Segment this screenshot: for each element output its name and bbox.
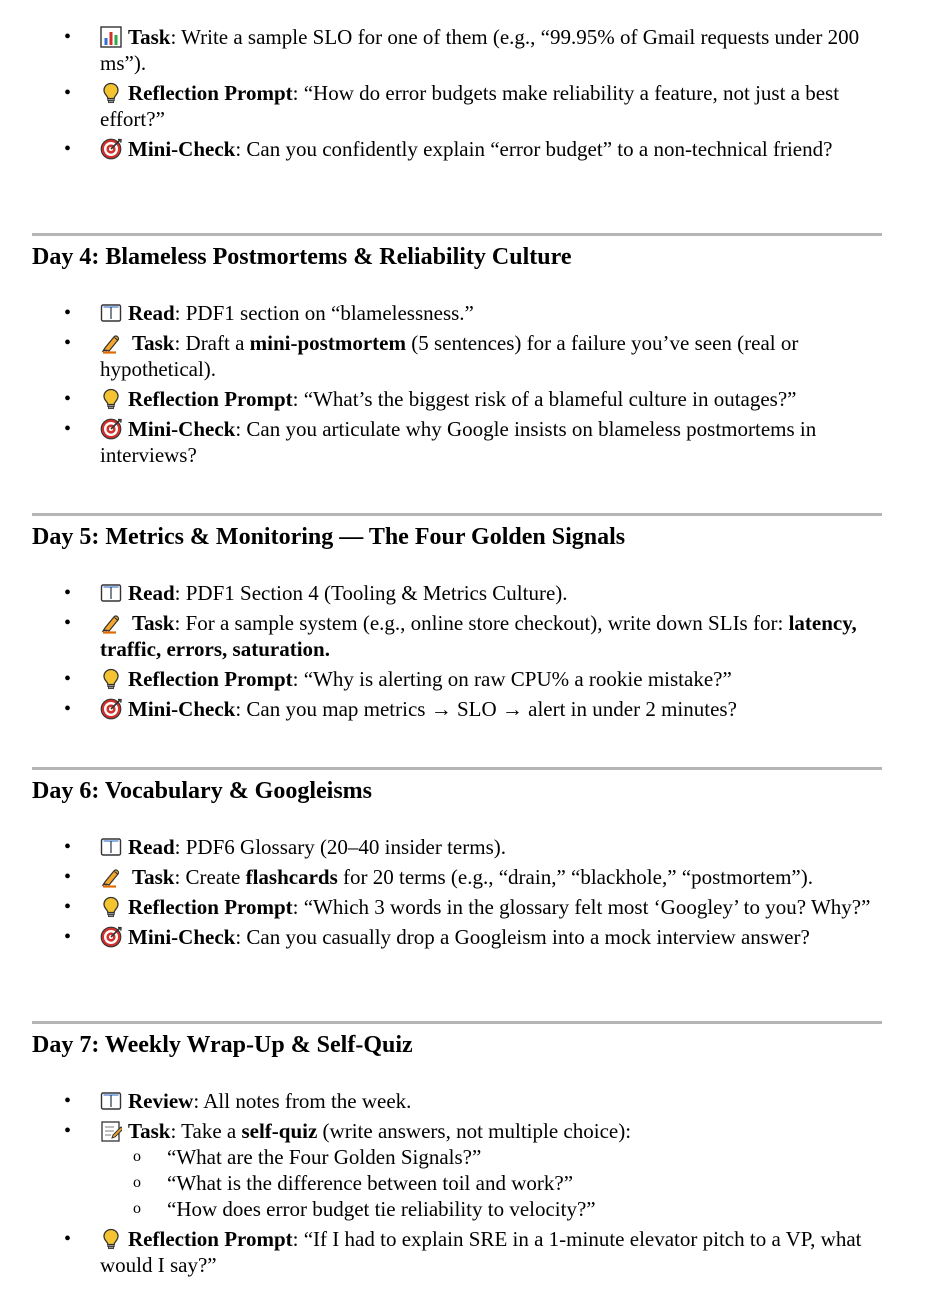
item-text: : For a sample system (e.g., online store checkout), write down SLIs for: — [174, 611, 789, 635]
day7-section — [0, 1088, 926, 1282]
chart-icon — [100, 26, 122, 48]
list-item — [0, 924, 926, 950]
item-text: : “Which 3 words in the glossary felt most ‘Googley’ to you? Why?” — [292, 895, 871, 919]
list-item — [0, 1118, 926, 1222]
day4-heading: Day 4: Blameless Postmortems & Reliability Culture — [32, 244, 572, 270]
item-label: Reflection Prompt — [128, 81, 293, 105]
book-icon — [100, 836, 122, 858]
list-item — [0, 330, 926, 382]
list-item — [0, 300, 926, 326]
list-item — [0, 894, 926, 920]
list-item — [0, 834, 926, 860]
item-label: Mini-Check — [128, 417, 236, 441]
item-label: Task — [132, 331, 175, 355]
intro-list — [0, 24, 926, 162]
item-text: : PDF1 section on “blamelessness.” — [174, 301, 474, 325]
pencil-icon — [100, 612, 126, 634]
memo-icon — [100, 1120, 122, 1142]
item-text: : Take a — [170, 1119, 242, 1143]
quiz-list — [100, 1144, 886, 1222]
list-item — [0, 416, 926, 468]
list-item — [0, 1088, 926, 1114]
item-label: Reflection Prompt — [128, 895, 293, 919]
item-label: Reflection Prompt — [128, 667, 293, 691]
item-text: : “What’s the biggest risk of a blameful culture in outages?” — [292, 387, 797, 411]
item-label: Mini-Check — [128, 137, 236, 161]
item-label: Mini-Check — [128, 697, 236, 721]
lightbulb-icon — [100, 1228, 122, 1250]
item-label: Task — [132, 611, 175, 635]
list-item — [0, 1226, 926, 1278]
list-item — [0, 696, 926, 722]
target-icon — [100, 698, 122, 720]
item-emphasis: latency, traffic, errors, saturation. — [100, 611, 857, 661]
item-label: Read — [128, 581, 175, 605]
item-emphasis: mini-postmortem — [249, 331, 406, 355]
list-item — [0, 580, 926, 606]
quiz-item: o “What is the difference between toil and work?” — [100, 1170, 886, 1196]
item-label: Task — [128, 25, 171, 49]
item-text: : Can you confidently explain “error budget” to a non-technical friend? — [235, 137, 833, 161]
list-item — [0, 610, 926, 662]
item-text: : PDF1 Section 4 (Tooling & Metrics Culture). — [174, 581, 568, 605]
target-icon — [100, 138, 122, 160]
list-item — [0, 386, 926, 412]
lightbulb-icon — [100, 82, 122, 104]
item-text: : Can you map metrics → SLO → alert in under 2 minutes? — [235, 697, 737, 721]
target-icon — [100, 418, 122, 440]
lightbulb-icon — [100, 668, 122, 690]
item-text: (5 sentences) for a failure you’ve seen (real or hypothetical). — [100, 331, 799, 381]
list-item — [0, 136, 926, 162]
item-emphasis: self-quiz — [241, 1119, 318, 1143]
item-label: Reflection Prompt — [128, 387, 293, 411]
item-label: Reflection Prompt — [128, 1227, 293, 1251]
item-label: Review — [128, 1089, 194, 1113]
day7-heading: Day 7: Weekly Wrap-Up & Self-Quiz — [32, 1032, 413, 1058]
item-text: : Write a sample SLO for one of them (e.g., “99.95% of Gmail requests under 200 ms”). — [100, 25, 860, 75]
pencil-icon — [100, 332, 126, 354]
book-icon — [100, 302, 122, 324]
day5-section — [0, 580, 926, 726]
item-text: (write answers, not multiple choice): — [317, 1119, 632, 1143]
lightbulb-icon — [100, 896, 122, 918]
section-divider — [32, 233, 882, 236]
item-text: : “Why is alerting on raw CPU% a rookie mistake?” — [292, 667, 732, 691]
item-label: Read — [128, 835, 175, 859]
day6-heading: Day 6: Vocabulary & Googleisms — [32, 778, 373, 804]
list-item — [0, 24, 926, 76]
intro-section — [0, 24, 926, 166]
item-text: : PDF6 Glossary (20–40 insider terms). — [174, 835, 506, 859]
item-text: : Can you articulate why Google insists on blameless postmortems in interviews? — [100, 417, 817, 467]
list-item — [0, 864, 926, 890]
book-icon — [100, 1090, 122, 1112]
item-text: : All notes from the week. — [193, 1089, 412, 1113]
item-text: : “If I had to explain SRE in a 1-minute elevator pitch to a VP, what would I say?” — [100, 1227, 862, 1277]
list-item — [0, 666, 926, 692]
item-text: : Draft a — [174, 331, 250, 355]
item-text: for 20 terms (e.g., “drain,” “blackhole,” “postmortem”). — [337, 865, 813, 889]
section-divider — [32, 1021, 882, 1024]
item-label: Task — [132, 865, 175, 889]
target-icon — [100, 926, 122, 948]
day4-section — [0, 300, 926, 472]
lightbulb-icon — [100, 388, 122, 410]
item-text: : Can you casually drop a Googleism into a mock interview answer? — [235, 925, 810, 949]
item-label: Task — [128, 1119, 171, 1143]
pencil-icon — [100, 866, 126, 888]
item-text: : Create — [174, 865, 246, 889]
section-divider — [32, 767, 882, 770]
section-divider — [32, 513, 882, 516]
item-label: Read — [128, 301, 175, 325]
list-item — [0, 80, 926, 132]
day6-section — [0, 834, 926, 954]
item-emphasis: flashcards — [245, 865, 338, 889]
item-label: Mini-Check — [128, 925, 236, 949]
quiz-item: o “How does error budget tie reliability to velocity?” — [100, 1196, 886, 1222]
quiz-item: o “What are the Four Golden Signals?” — [100, 1144, 886, 1170]
book-icon — [100, 582, 122, 604]
day5-heading: Day 5: Metrics & Monitoring — The Four Golden Signals — [32, 524, 626, 550]
item-text: : “How do error budgets make reliability a feature, not just a best effort?” — [100, 81, 840, 131]
